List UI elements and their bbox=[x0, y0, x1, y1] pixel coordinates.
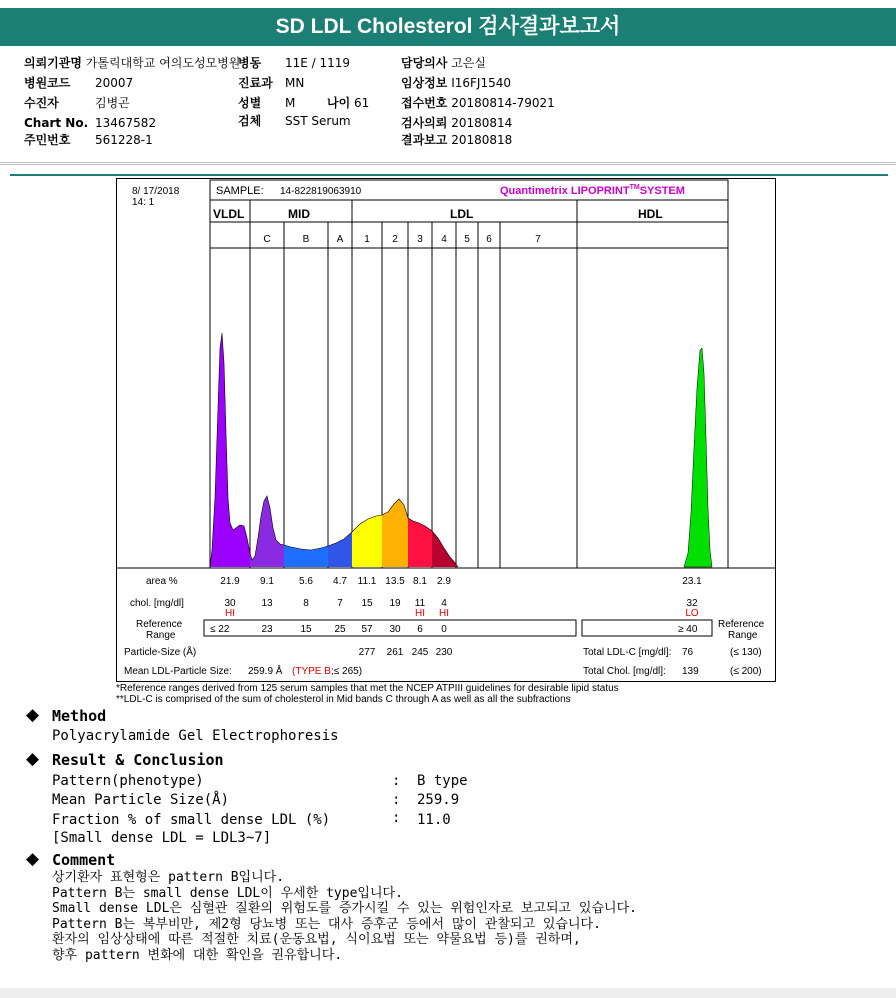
hospital-code-value: 20007 bbox=[95, 76, 134, 90]
chol-ldl1: 15 bbox=[361, 598, 373, 609]
report-date: 8/ 17/2018 bbox=[132, 186, 180, 197]
result-note: [Small dense LDL = LDL3~7] bbox=[52, 830, 272, 846]
header-mid: MID bbox=[288, 207, 310, 221]
name-value: 김병곤 bbox=[95, 96, 130, 110]
mean-label: Mean LDL-Particle Size: bbox=[124, 666, 232, 677]
divider bbox=[0, 162, 896, 163]
ref-ldl4: 0 bbox=[441, 624, 447, 635]
result-label-pattern: Pattern(phenotype) bbox=[52, 773, 204, 789]
footer-bar bbox=[0, 988, 896, 998]
result-value-fraction: 11.0 bbox=[417, 812, 451, 828]
subband-b: B bbox=[302, 234, 310, 245]
area-mid-a: 4.7 bbox=[333, 576, 347, 587]
area-hdl: 23.1 bbox=[682, 576, 702, 587]
comment-line: 환자의 임상상태에 따른 적절한 치료(운동요법, 식이요법 또는 약물요법 등)를 권하며, bbox=[52, 932, 581, 947]
divider bbox=[10, 174, 888, 176]
chol-mid-a: 7 bbox=[337, 598, 343, 609]
total-chol-label: Total Chol. [mg/dl]: bbox=[583, 666, 666, 677]
result-colon: : bbox=[392, 792, 401, 808]
area-vldl: 21.9 bbox=[220, 576, 240, 587]
hospital-code-label: 병원코드 bbox=[24, 76, 71, 90]
comment-line: Pattern B는 복부비만, 제2형 당뇨병 또는 대사 증후군 등에서 많이 관찰되고 있습니다. bbox=[52, 916, 601, 932]
comment-line: Small dense LDL은 심혈관 질환의 위험도를 증가시킬 수 있는 위험인자로 보고되고 있습니다. bbox=[52, 901, 637, 916]
footnote-1: *Reference ranges derived from 125 serum samples that met the NCEP ATPIII guidelines for desirable lipid status bbox=[116, 683, 619, 694]
ref-hdl: ≥ 40 bbox=[678, 624, 698, 635]
age-label: 나이 bbox=[327, 96, 351, 110]
subband-7: 7 bbox=[535, 234, 541, 245]
doctor-label: 담당의사 bbox=[401, 56, 448, 70]
ref-right-1: Reference bbox=[718, 619, 765, 630]
specimen-label: 검체 bbox=[238, 114, 262, 128]
area-ldl1: 11.1 bbox=[357, 576, 377, 587]
institution-label: 의뢰기관명 bbox=[24, 56, 82, 70]
chart-value: 13467582 bbox=[95, 116, 157, 130]
chol-ldl2: 19 bbox=[389, 598, 401, 609]
chart-label: Chart No. bbox=[24, 116, 89, 130]
total-ldl-ref: (≤ 130) bbox=[730, 647, 762, 658]
chol-mid-b: 8 bbox=[303, 598, 309, 609]
ref-ldl2: 30 bbox=[389, 624, 401, 635]
comment-heading: Comment bbox=[52, 851, 116, 869]
ref-right-2: Range bbox=[728, 630, 758, 641]
comment-body bbox=[52, 870, 637, 963]
rrn-value: 561228-1 bbox=[95, 133, 153, 147]
chol-hdl: 32 bbox=[686, 598, 698, 609]
area-ldl4: 2.9 bbox=[437, 576, 451, 587]
subband-1: 1 bbox=[364, 234, 370, 245]
result-colon: : bbox=[392, 810, 401, 826]
brand-name: Quantimetrix LIPOPRINT™SYSTEM bbox=[500, 184, 685, 197]
comment-line: 향후 pattern 변화에 대한 확인을 권유합니다. bbox=[52, 947, 343, 963]
area-mid-b: 5.6 bbox=[299, 576, 313, 587]
subband-4: 4 bbox=[441, 234, 447, 245]
subband-5: 5 bbox=[464, 234, 470, 245]
rrn-label: 주민번호 bbox=[24, 133, 71, 147]
sex-label: 성별 bbox=[238, 96, 262, 110]
sample-label: SAMPLE: bbox=[216, 185, 264, 197]
ref-ldl1: 57 bbox=[361, 624, 373, 635]
institution-value: 가톨릭대학교 여의도성모병원 bbox=[85, 56, 241, 70]
subband-3: 3 bbox=[417, 234, 423, 245]
subband-6: 6 bbox=[486, 234, 492, 245]
ref-mid-b: 15 bbox=[300, 624, 312, 635]
header-hdl: HDL bbox=[638, 207, 663, 221]
result-date-value: 20180818 bbox=[451, 133, 513, 147]
ref-mid-a: 25 bbox=[334, 624, 346, 635]
ref-ldl3: 6 bbox=[417, 624, 423, 635]
report-title: SD LDL Cholesterol 검사결과보고서 bbox=[0, 8, 896, 46]
total-ldl-value: 76 bbox=[682, 647, 694, 658]
subband-c: C bbox=[263, 234, 271, 245]
request-value: 20180814 bbox=[451, 116, 513, 130]
result-value-pattern: B type bbox=[417, 773, 468, 789]
chol-vldl: 30 bbox=[224, 598, 236, 609]
report-time: 14: 1 bbox=[132, 197, 155, 208]
flag-hdl: LO bbox=[685, 608, 699, 619]
mean-type: (TYPE B bbox=[292, 666, 331, 677]
chol-label: chol. [mg/dl] bbox=[130, 598, 184, 609]
ref-vldl: ≤ 22 bbox=[210, 624, 230, 635]
diamond-bullet-icon: ◆ bbox=[26, 705, 40, 725]
particle-ldl4: 230 bbox=[435, 647, 453, 658]
mean-ref: ;≤ 265) bbox=[331, 666, 363, 677]
header-vldl: VLDL bbox=[213, 207, 245, 221]
area-ldl2: 13.5 bbox=[385, 576, 405, 587]
divider bbox=[0, 164, 896, 165]
subband-2: 2 bbox=[392, 234, 398, 245]
ward-label: 병동 bbox=[238, 56, 262, 70]
diamond-bullet-icon: ◆ bbox=[26, 849, 40, 869]
ward-value: 11E / 1119 bbox=[285, 56, 351, 70]
footnotes bbox=[116, 683, 619, 705]
ref-label-1: Reference bbox=[136, 619, 183, 630]
subband-a: A bbox=[336, 234, 344, 245]
doctor-value: 고은실 bbox=[451, 56, 486, 70]
result-date-label: 결과보고 bbox=[401, 133, 448, 147]
flag-ldl4: HI bbox=[439, 608, 449, 619]
receipt-label: 접수번호 bbox=[401, 96, 448, 110]
specimen-value: SST Serum bbox=[285, 114, 351, 128]
result-heading: Result & Conclusion bbox=[52, 751, 224, 769]
total-ldl-label: Total LDL-C [mg/dl]: bbox=[583, 647, 672, 658]
diamond-bullet-icon: ◆ bbox=[26, 749, 40, 769]
mean-value: 259.9 Å bbox=[248, 666, 283, 677]
chol-ldl3: 11 bbox=[414, 598, 426, 609]
header-ldl: LDL bbox=[450, 207, 474, 221]
ref-label-2: Range bbox=[146, 630, 176, 641]
total-chol-ref: (≤ 200) bbox=[730, 666, 762, 677]
area-ldl3: 8.1 bbox=[413, 576, 427, 587]
total-chol-value: 139 bbox=[682, 666, 699, 677]
sample-id: 14-822819063910 bbox=[280, 186, 362, 197]
result-label-size: Mean Particle Size(Å) bbox=[52, 792, 230, 808]
lipoprint-report bbox=[116, 178, 776, 683]
footnote-2: **LDL-C is comprised of the sum of cholesterol in Mid bands C through A as well as all the subfractions bbox=[116, 694, 571, 705]
ref-mid-c: 23 bbox=[261, 624, 273, 635]
age-value: 61 bbox=[354, 96, 370, 110]
flag-vldl: HI bbox=[225, 608, 235, 619]
flag-ldl3: HI bbox=[415, 608, 425, 619]
chol-mid-c: 13 bbox=[261, 598, 273, 609]
comment-line: 상기환자 표현형은 pattern B입니다. bbox=[52, 870, 285, 885]
chol-ldl4: 4 bbox=[441, 598, 447, 609]
receipt-value: 20180814-79021 bbox=[451, 96, 555, 110]
method-heading: Method bbox=[52, 707, 107, 725]
area-mid-c: 9.1 bbox=[260, 576, 274, 587]
dept-value: MN bbox=[285, 76, 305, 90]
clinical-label: 임상정보 bbox=[401, 76, 448, 90]
particle-ldl3: 245 bbox=[411, 647, 429, 658]
dept-label: 진료과 bbox=[238, 76, 273, 90]
request-label: 검사의뢰 bbox=[401, 116, 448, 130]
area-label: area % bbox=[146, 576, 178, 587]
particle-label: Particle-Size (Å) bbox=[124, 647, 197, 658]
method-text: Polyacrylamide Gel Electrophoresis bbox=[52, 728, 339, 744]
comment-line: Pattern B는 small dense LDL이 우세한 type입니다. bbox=[52, 885, 403, 901]
result-colon: : bbox=[392, 773, 401, 789]
particle-ldl2: 261 bbox=[386, 647, 404, 658]
sex-value: M bbox=[285, 96, 296, 110]
result-label-fraction: Fraction % of small dense LDL (%) bbox=[52, 812, 331, 828]
name-label: 수진자 bbox=[24, 96, 59, 110]
clinical-value: I16FJ1540 bbox=[451, 76, 511, 90]
result-value-size: 259.9 bbox=[417, 792, 460, 808]
particle-ldl1: 277 bbox=[358, 647, 376, 658]
